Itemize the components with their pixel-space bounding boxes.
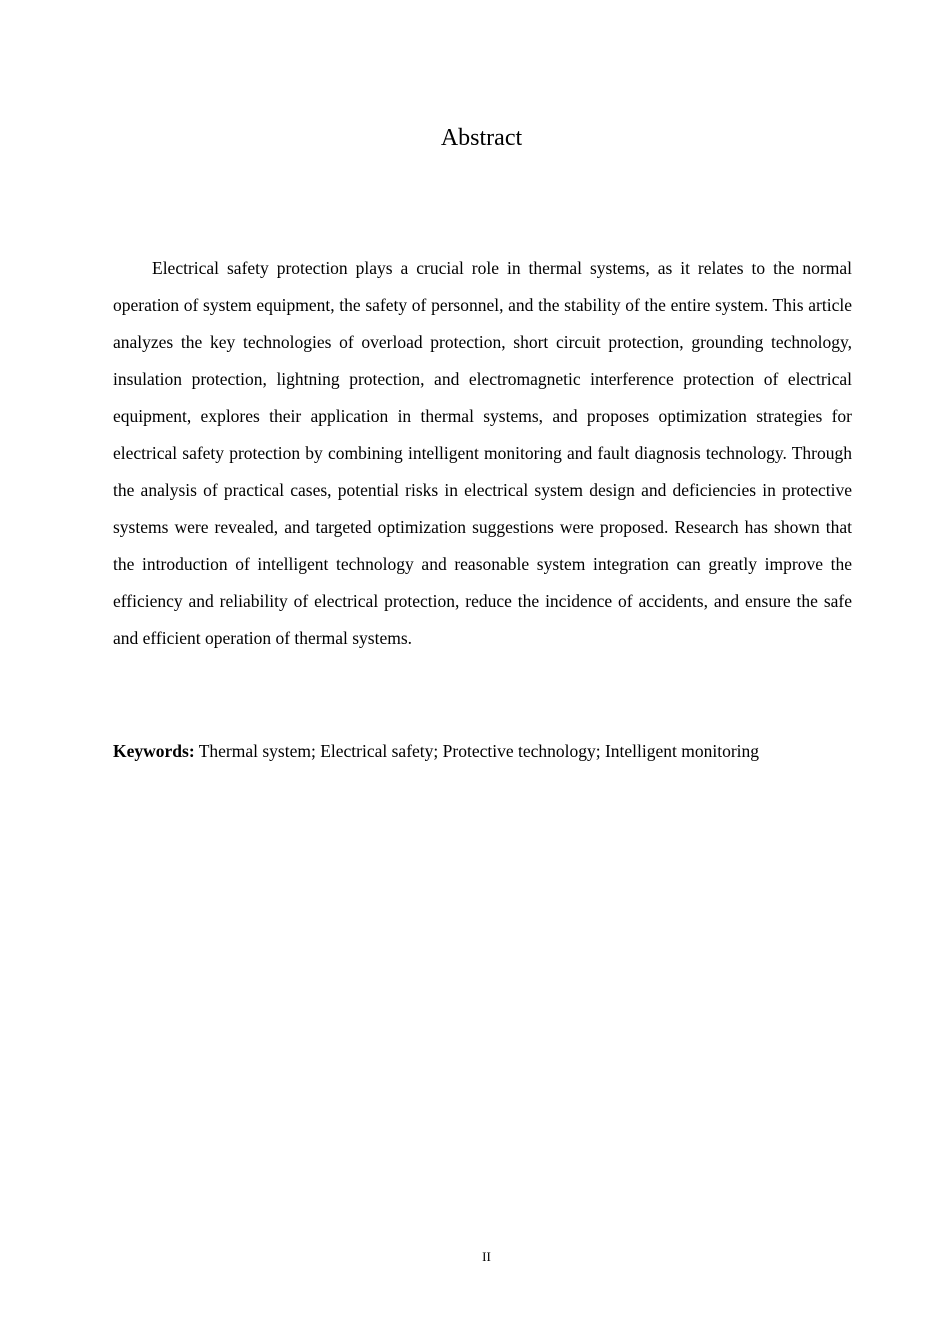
keywords-line: [113, 733, 873, 770]
page-title: Abstract: [440, 125, 523, 151]
abstract-paragraph: Electrical safety protection plays a crucial role in thermal systems, as it relates to the normal operation of system equipment, the safety of personnel, and the stability of the entire system. This article analyzes the key technologies of overload protection, short circuit protection, grounding technology, insulation protection, lightning protection, and electromagnetic interference protection of electrical equipment, explores their application in thermal systems, and proposes optimization strategies for electrical safety protection by combining intelligent monitoring and fault diagnosis technology. Through the analysis of practical cases, potential risks in electrical system design and deficiencies in protective systems were revealed, and targeted optimization suggestions were proposed. Research has shown that the introduction of intelligent technology and reasonable system integration can greatly improve the efficiency and reliability of electrical protection, reduce the incidence of accidents, and ensure the safe and efficient operation of thermal systems.: [113, 258, 852, 648]
page-number: II: [482, 1249, 491, 1264]
keywords-text: Thermal system; Electrical safety; Protective technology; Intelligent monitoring: [194, 741, 760, 761]
keywords-label: Keywords:: [113, 741, 195, 761]
